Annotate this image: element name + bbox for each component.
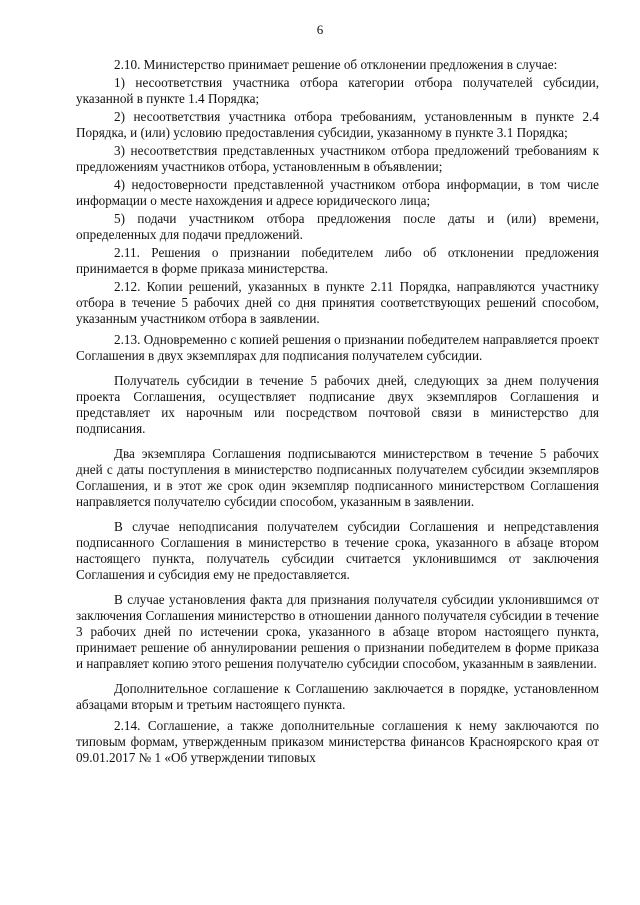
page-number: 6 xyxy=(316,22,324,37)
paragraph-2-12: 2.12. Копии решений, указанных в пункте 2.11 Порядка, направляются участнику отбора в течение 5 рабочих дней со дня принятия соответствующих решений способом, указанным участником отбора в заявлении. xyxy=(76,279,599,326)
paragraph-2-14: 2.14. Соглашение, а также дополнительные соглашения к нему заключаются по типовым формам, утвержденным приказом министерства финансов Красноярского края от 09.01.2017 № 1 «Об утверждении типовых xyxy=(76,718,599,765)
paragraph-2-10: 2.10. Министерство принимает решение об отклонении предложения в случае: xyxy=(114,57,558,72)
paragraph-2-11: 2.11. Решения о признании победителем либо об отклонении предложения принимается в форме приказа министерства. xyxy=(76,245,599,276)
paragraph-2-13: 2.13. Одновременно с копией решения о признании победителем направляется проект Соглашения в двух экземплярах для подписания получателем субсидии. xyxy=(76,332,599,363)
paragraph-ministry-signing: Два экземпляра Соглашения подписываются министерством в течение 5 рабочих дней с даты поступления в министерство подписанных получателем субсидии экземпляров Соглашения, и в этот же срок один экземпляр подписанного министерством Соглашения направляется получателю субсидии способом, указанным в заявлении. xyxy=(76,446,599,509)
list-item-5: 5) подачи участником отбора предложения после даты и (или) времени, определенных для подачи предложений. xyxy=(76,211,599,242)
document-body xyxy=(76,57,599,766)
list-item-2: 2) несоответствия участника отбора требованиям, установленным в пункте 2.4 Порядка, и (или) условию предоставления субсидии, указанному в пункте 3.1 Порядка; xyxy=(76,109,599,140)
paragraph-supplementary-agreement: Дополнительное соглашение к Соглашению заключается в порядке, установленном абзацами вторым и третьим настоящего пункта. xyxy=(76,681,599,712)
paragraph-non-signing: В случае неподписания получателем субсидии Соглашения и непредставления подписанного Соглашения в министерство в течение срока, указанного в абзаце втором настоящего пункта, получатель субсидии считается уклонившимся от заключения Соглашения и субсидия ему не предоставляется. xyxy=(76,519,599,582)
list-item-3: 3) несоответствия представленных участником отбора предложений требованиям к предложениям участников отбора, установленным в объявлении; xyxy=(76,143,599,174)
list-item-1: 1) несоответствия участника отбора категории отбора получателей субсидии, указанной в пункте 1.4 Порядка; xyxy=(76,75,599,106)
list-item-4: 4) недостоверности представленной участником отбора информации, в том числе информации о месте нахождения и адресе юридического лица; xyxy=(76,177,599,208)
paragraph-evasion: В случае установления факта для признания получателя субсидии уклонившимся от заключения Соглашения министерство в отношении данного получателя субсидии в течение 3 рабочих дней по истечении срока, указанного в абзаце втором настоящего пункта, принимает решение об аннулировании решения о признании победителем в форме приказа и направляет копию этого решения получателю субсидии способом, указанным в заявлении. xyxy=(76,592,599,671)
paragraph-recipient-signing: Получатель субсидии в течение 5 рабочих дней, следующих за днем получения проекта Соглашения, осуществляет подписание двух экземпляров Соглашения и представляет их нарочным или посредством почтовой связи в министерство для подписания. xyxy=(76,373,599,436)
